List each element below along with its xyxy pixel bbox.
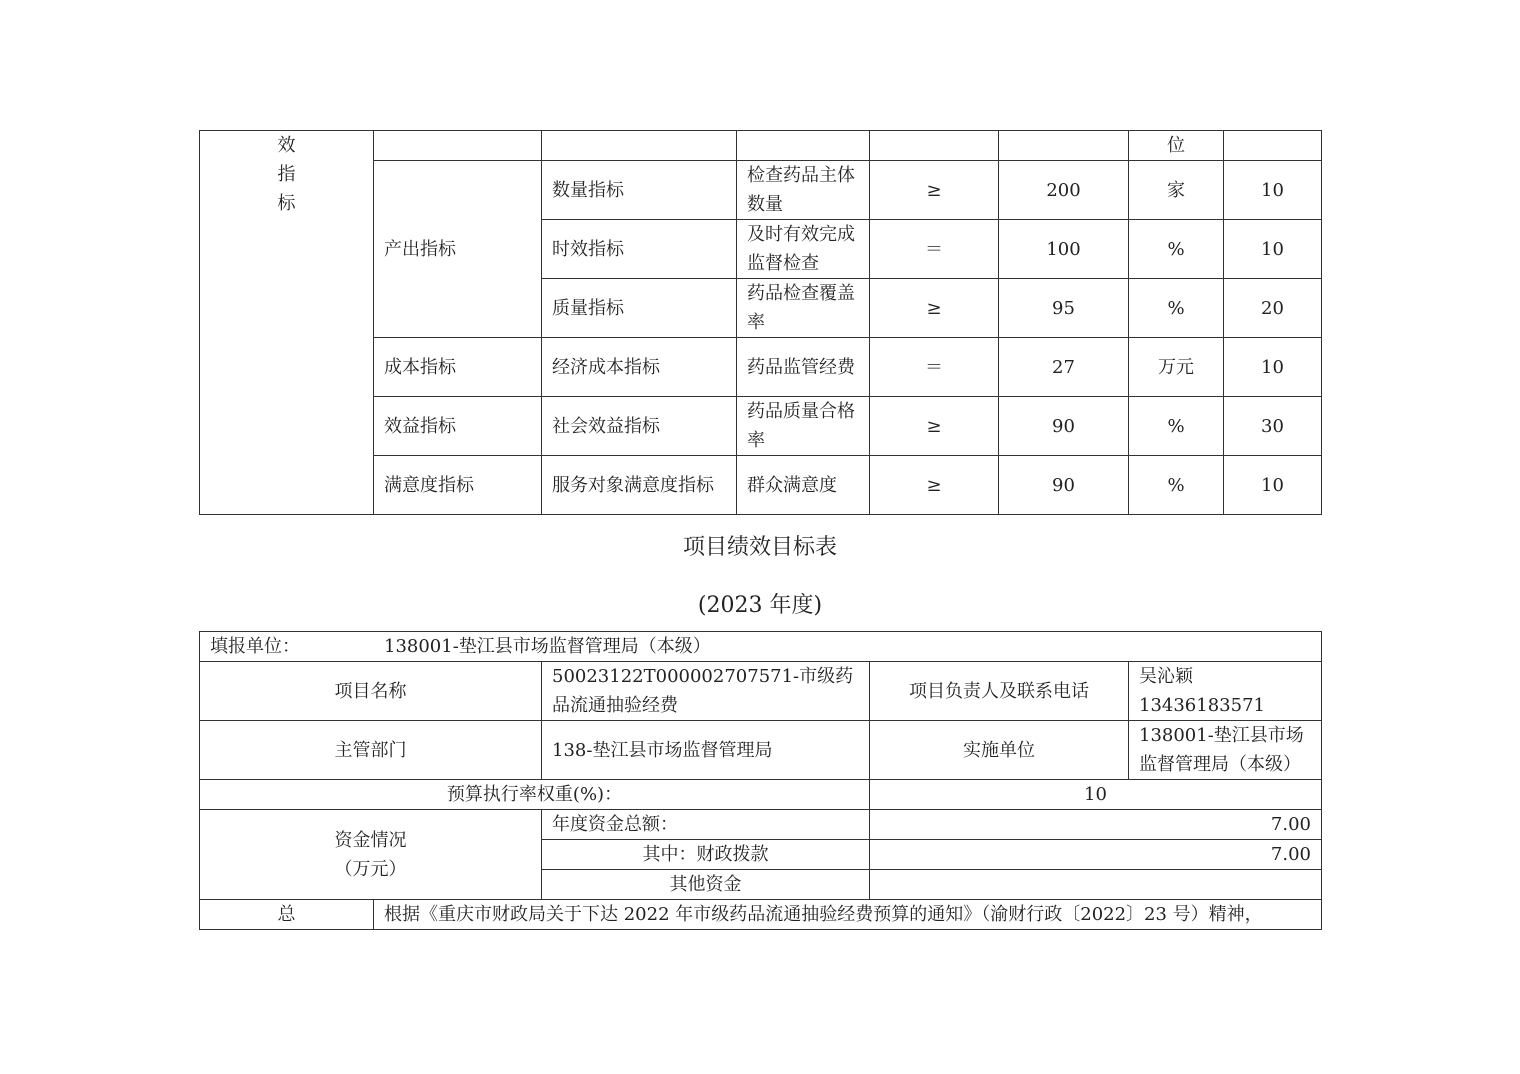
annual-total-label: 年度资金总额：: [542, 810, 870, 840]
target-value: 90: [999, 397, 1129, 456]
indicator-name: 检查药品主体数量: [737, 161, 870, 220]
unit: %: [1129, 220, 1224, 279]
indicator-name: 药品质量合格率: [737, 397, 870, 456]
unit: 万元: [1129, 338, 1224, 397]
fiscal-label: 其中：财政拨款: [542, 840, 870, 870]
unit: %: [1129, 397, 1224, 456]
target-value: 100: [999, 220, 1129, 279]
page-title: 项目绩效目标表: [682, 535, 837, 560]
fill-unit-value: 138001-垫江县市场监督管理局（本级）: [384, 636, 711, 657]
indicator-name: 群众满意度: [737, 456, 870, 515]
indicator-name: 及时有效完成监督检查: [737, 220, 870, 279]
annual-total-value: 7.00: [870, 810, 1322, 840]
table-row: [200, 810, 1322, 840]
project-info-table: [199, 631, 1322, 930]
operator: ≥: [870, 397, 999, 456]
other-funds-value: [870, 870, 1322, 900]
table-cell: [999, 131, 1129, 161]
category-char: 标: [277, 193, 296, 214]
header-unit-fragment: 位: [1129, 131, 1224, 161]
table-cell: [737, 131, 870, 161]
unit: 家: [1129, 161, 1224, 220]
category-char: 效: [277, 135, 296, 156]
table-row: [200, 780, 1322, 810]
level2-indicator: 社会效益指标: [542, 397, 737, 456]
project-name-value: 50023122T000002707571-市级药品流通抽验经费: [542, 662, 870, 721]
funds-unit: （万元）: [334, 858, 407, 880]
impl-value: 138001-垫江县市场监督管理局（本级）: [1129, 721, 1322, 780]
target-value: 95: [999, 279, 1129, 338]
weight: 10: [1224, 456, 1322, 515]
table-cell: [870, 131, 999, 161]
performance-indicator-table: [199, 130, 1322, 515]
table-cell: [1224, 131, 1322, 161]
level2-indicator: 质量指标: [542, 279, 737, 338]
indicator-name: 药品检查覆盖率: [737, 279, 870, 338]
budget-weight-label: 预算执行率权重(%)：: [200, 780, 870, 810]
table-row: [200, 662, 1322, 721]
fiscal-value: 7.00: [870, 840, 1322, 870]
level2-indicator: 经济成本指标: [542, 338, 737, 397]
level2-indicator: 数量指标: [542, 161, 737, 220]
dept-value: 138-垫江县市场监督管理局: [542, 721, 870, 780]
table-row: [200, 900, 1322, 930]
contact-label: 项目负责人及联系电话: [870, 662, 1129, 721]
unit: %: [1129, 456, 1224, 515]
category-char: 指: [277, 164, 296, 185]
dept-label: 主管部门: [200, 721, 542, 780]
level1-indicator: 效益指标: [374, 397, 542, 456]
impl-label: 实施单位: [870, 721, 1129, 780]
table-row: [200, 721, 1322, 780]
funds-label-cell: [200, 810, 542, 900]
level2-indicator: 服务对象满意度指标: [542, 456, 737, 515]
operator: ≥: [870, 161, 999, 220]
target-value: 90: [999, 456, 1129, 515]
operator: ＝: [870, 220, 999, 279]
page-subtitle: (2023 年度): [697, 593, 823, 618]
level1-indicator: 产出指标: [374, 161, 542, 338]
operator: ≥: [870, 456, 999, 515]
weight: 10: [1224, 338, 1322, 397]
table-row: [200, 632, 1322, 662]
unit: %: [1129, 279, 1224, 338]
level1-indicator: 满意度指标: [374, 456, 542, 515]
operator: ≥: [870, 279, 999, 338]
target-value: 27: [999, 338, 1129, 397]
weight: 30: [1224, 397, 1322, 456]
weight: 10: [1224, 220, 1322, 279]
project-name-label: 项目名称: [200, 662, 542, 721]
summary-text: 根据《重庆市财政局关于下达 2022 年市级药品流通抽验经费预算的通知》（渝财行政〔2022〕23 号）精神，: [374, 900, 1322, 930]
level2-indicator: 时效指标: [542, 220, 737, 279]
table-cell: [374, 131, 542, 161]
weight: 20: [1224, 279, 1322, 338]
fill-unit-cell: [200, 632, 1322, 662]
funds-label: 资金情况: [334, 829, 407, 851]
target-value: 200: [999, 161, 1129, 220]
table-cell: [542, 131, 737, 161]
summary-label: 总: [200, 900, 374, 930]
budget-weight-value: 10: [870, 780, 1322, 810]
level1-indicator: 成本指标: [374, 338, 542, 397]
fill-unit-label: 填报单位：: [210, 636, 300, 657]
operator: ＝: [870, 338, 999, 397]
contact-value: 吴沁颖 13436183571: [1129, 662, 1322, 721]
weight: 10: [1224, 161, 1322, 220]
other-funds-label: 其他资金: [542, 870, 870, 900]
indicator-category-cell: [200, 131, 374, 515]
indicator-name: 药品监管经费: [737, 338, 870, 397]
